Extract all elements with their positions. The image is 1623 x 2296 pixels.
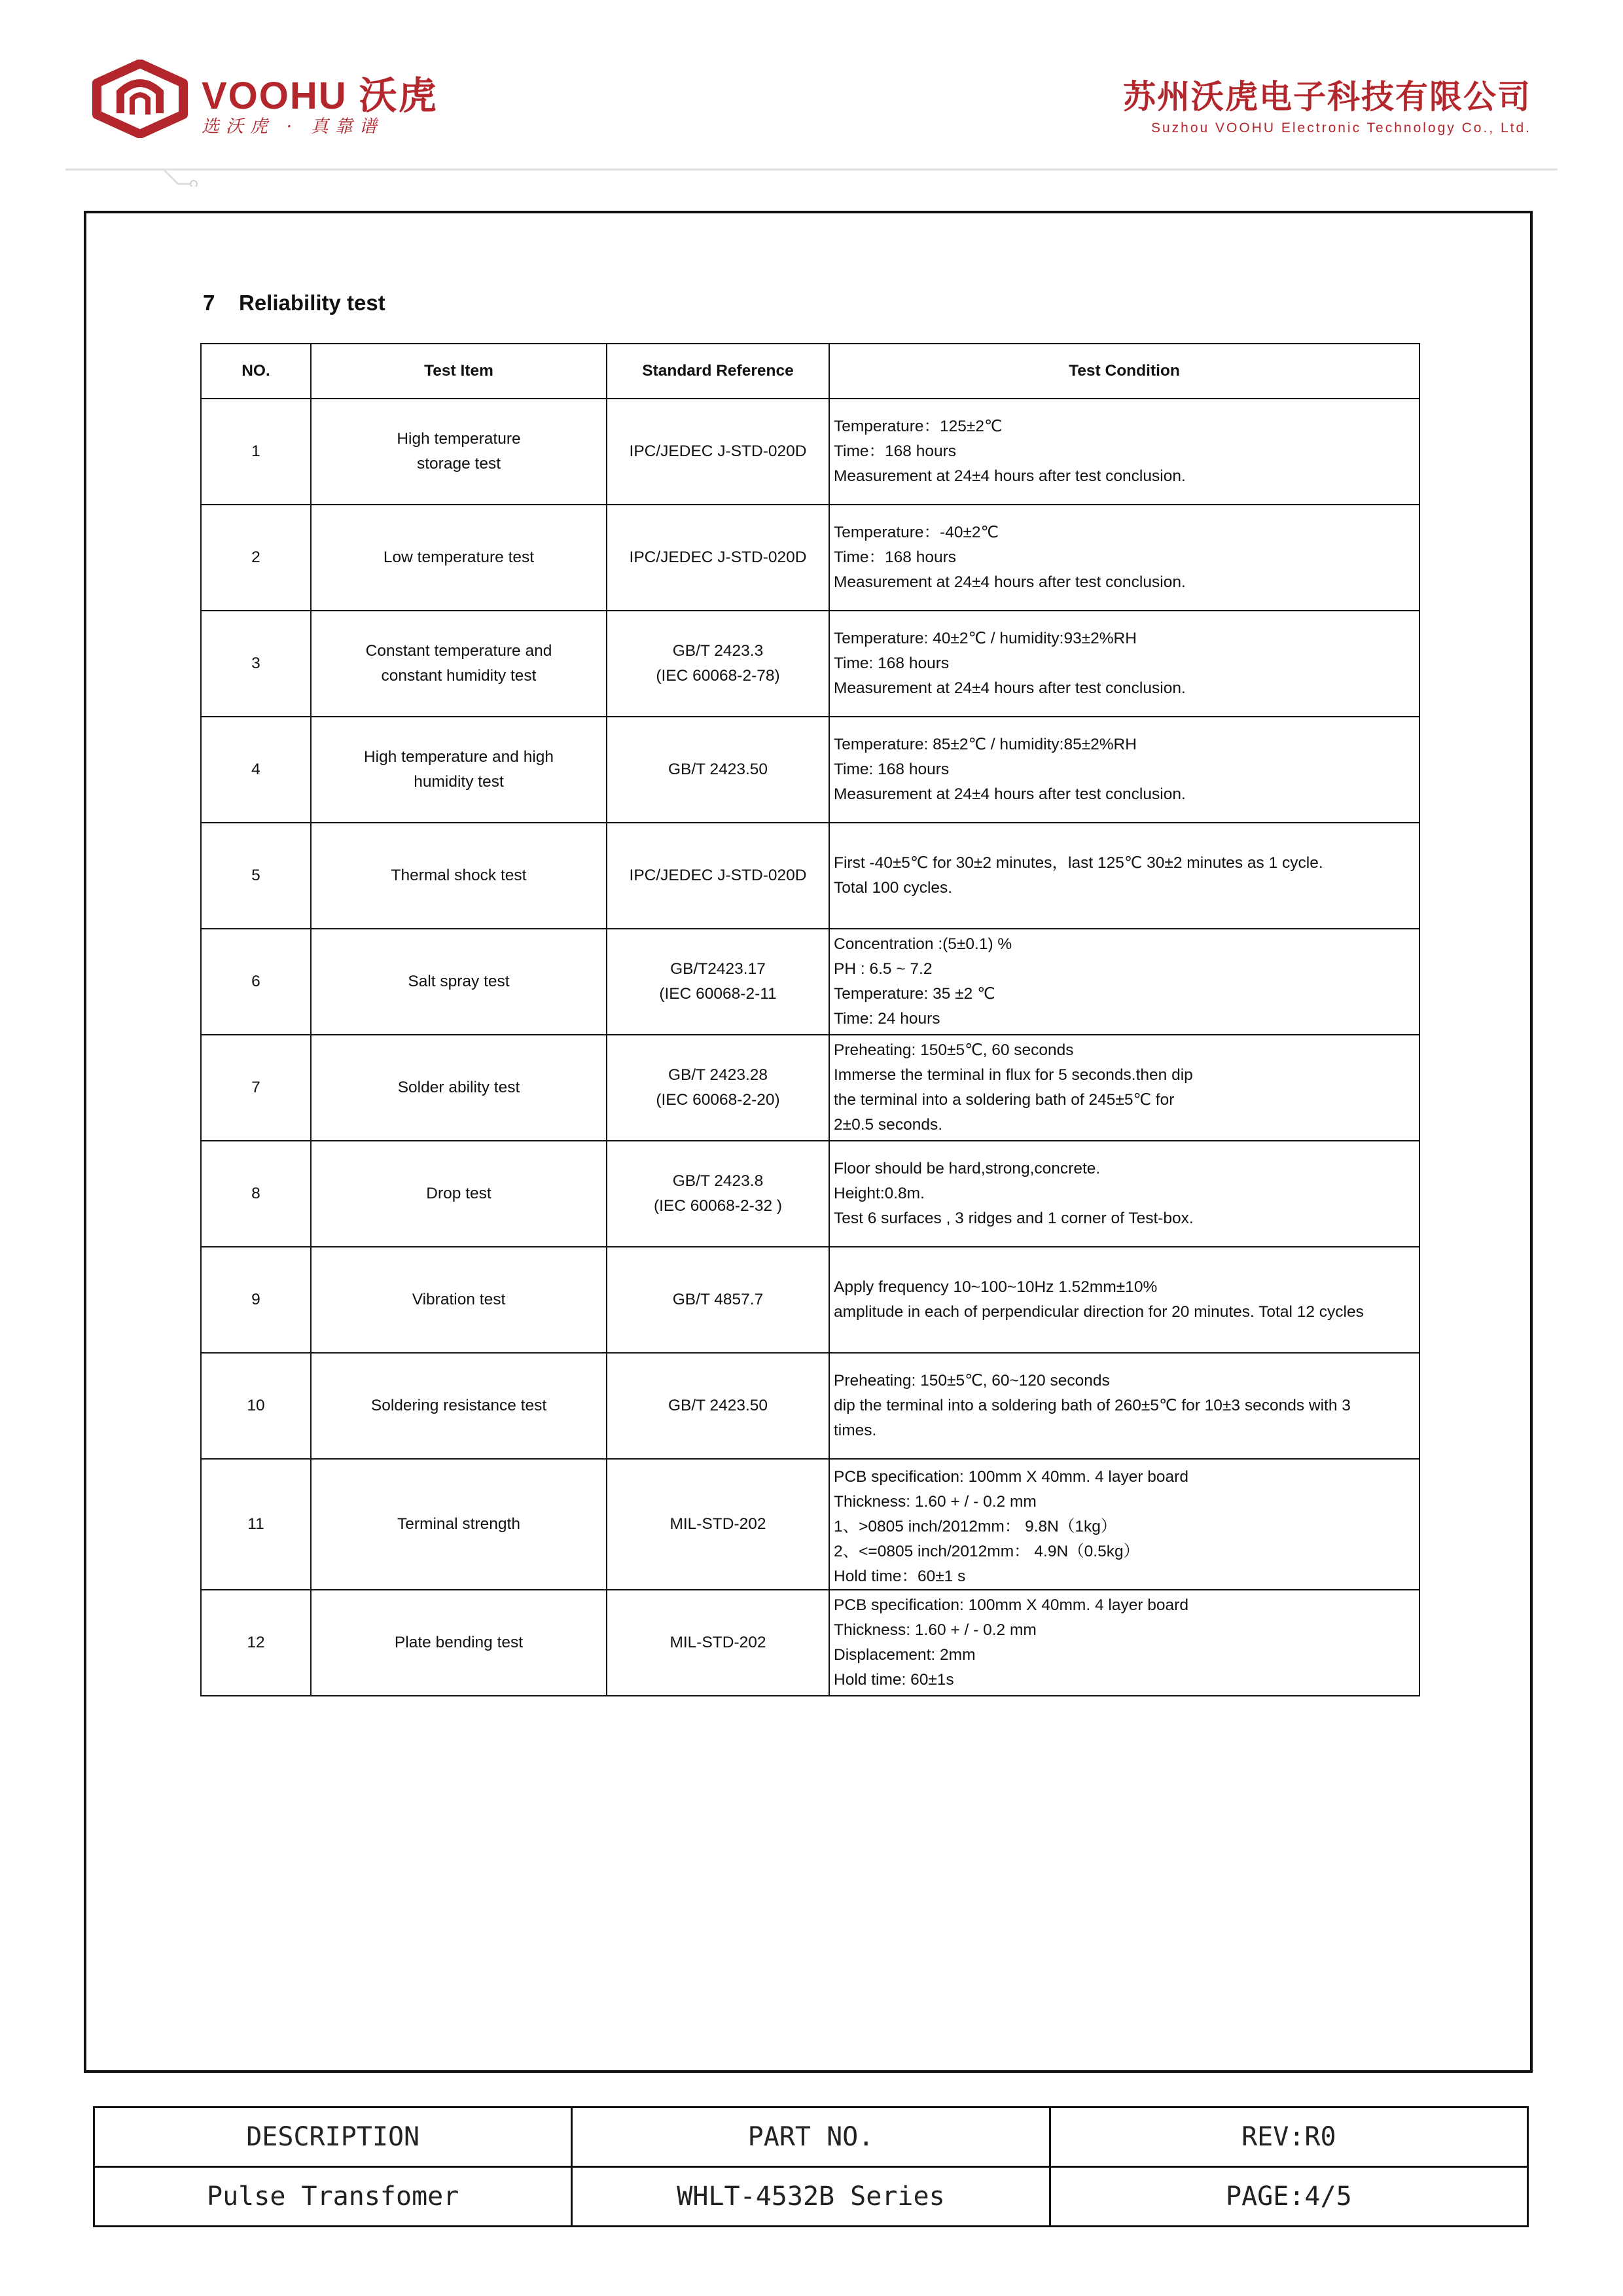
- cell-condition-line: Hold time: 60±1s: [834, 1671, 954, 1689]
- footer-part-no-label: PART NO.: [572, 2108, 1050, 2167]
- cell-condition-line: Total 100 cycles.: [834, 879, 953, 897]
- cell-test-item-line: Drop test: [426, 1185, 491, 1202]
- cell-standard: [607, 505, 829, 611]
- cell-no: 12: [201, 1590, 311, 1696]
- cell-condition-line: Measurement at 24±4 hours after test conclusion.: [834, 467, 1186, 485]
- company-logo: [92, 56, 438, 141]
- section-number: 7: [203, 291, 215, 315]
- table-row: [201, 1141, 1419, 1247]
- reliability-test-table: [200, 343, 1420, 1696]
- cell-standard: [607, 1141, 829, 1247]
- cell-no: 5: [201, 823, 311, 929]
- cell-test-item-line: Thermal shock test: [391, 867, 527, 884]
- cell-standard: [607, 823, 829, 929]
- cell-condition-line: PCB specification: 100mm X 40mm. 4 layer board: [834, 1596, 1188, 1614]
- cell-standard-line: GB/T 4857.7: [672, 1291, 764, 1308]
- cell-standard-line: (IEC 60068-2-32 ): [653, 1197, 783, 1215]
- table-row: [201, 717, 1419, 823]
- cell-no: 7: [201, 1035, 311, 1141]
- cell-standard-line: MIL-STD-202: [669, 1634, 766, 1651]
- cell-test-item: [311, 1459, 607, 1590]
- cell-condition-line: Preheating: 150±5℃, 60~120 seconds: [834, 1372, 1110, 1390]
- cell-condition-line: Hold time：60±1 s: [834, 1568, 966, 1585]
- cell-condition-line: Time: 24 hours: [834, 1010, 940, 1028]
- cell-condition: [829, 399, 1419, 505]
- cell-condition: [829, 1353, 1419, 1459]
- cell-standard-line: GB/T 2423.3: [672, 642, 764, 660]
- cell-standard: [607, 717, 829, 823]
- cell-standard: [607, 1590, 829, 1696]
- cell-test-item-line: storage test: [416, 455, 501, 473]
- cell-condition: [829, 717, 1419, 823]
- cell-no: 10: [201, 1353, 311, 1459]
- footer-revision: REV:R0: [1050, 2108, 1527, 2167]
- cell-condition-line: dip the terminal into a soldering bath of 260±5℃ for 10±3 seconds with 3: [834, 1397, 1351, 1414]
- table-row: [201, 1590, 1419, 1696]
- column-header-test-item: Test Item: [311, 344, 607, 399]
- cell-standard: [607, 1035, 829, 1141]
- cell-standard-line: (IEC 60068-2-78): [656, 667, 780, 685]
- cell-condition-line: Floor should be hard,strong,concrete.: [834, 1160, 1101, 1177]
- table-body: [201, 399, 1419, 1696]
- cell-condition-line: Preheating: 150±5℃, 60 seconds: [834, 1041, 1074, 1059]
- cell-test-item: [311, 1353, 607, 1459]
- table-row: [201, 611, 1419, 717]
- table-row: [201, 399, 1419, 505]
- cell-test-item: [311, 1141, 607, 1247]
- cell-condition-line: Temperature：-40±2℃: [834, 524, 999, 541]
- cell-condition-line: times.: [834, 1422, 877, 1439]
- column-header-standard: Standard Reference: [607, 344, 829, 399]
- cell-test-item: [311, 399, 607, 505]
- cell-test-item-line: Salt spray test: [408, 973, 510, 990]
- cell-condition-line: 1、>0805 inch/2012mm： 9.8N（1kg）: [834, 1518, 1117, 1535]
- cell-condition-line: the terminal into a soldering bath of 245±5℃ for: [834, 1091, 1175, 1109]
- cell-condition-line: First -40±5℃ for 30±2 minutes，last 125℃ 30±2 minutes as 1 cycle.: [834, 854, 1323, 872]
- company-block: [1123, 71, 1531, 136]
- footer-part-no: WHLT-4532B Series: [572, 2167, 1050, 2227]
- cell-standard: [607, 929, 829, 1035]
- cell-test-item-line: Constant temperature and: [365, 642, 552, 660]
- cell-standard-line: GB/T 2423.50: [668, 761, 768, 778]
- cell-condition-line: amplitude in each of perpendicular direction for 20 minutes. Total 12 cycles: [834, 1303, 1364, 1321]
- cell-condition-line: PCB specification: 100mm X 40mm. 4 layer board: [834, 1468, 1188, 1486]
- cell-standard-line: IPC/JEDEC J-STD-020D: [629, 867, 807, 884]
- column-header-condition: Test Condition: [829, 344, 1419, 399]
- cell-standard: [607, 1459, 829, 1590]
- company-name-cn: 苏州沃虎电子科技有限公司: [1123, 79, 1531, 115]
- cell-standard-line: (IEC 60068-2-11: [659, 985, 777, 1003]
- cell-test-item: [311, 611, 607, 717]
- cell-no: 1: [201, 399, 311, 505]
- cell-standard-line: IPC/JEDEC J-STD-020D: [629, 548, 807, 566]
- section-title: Reliability test: [239, 291, 385, 315]
- cell-standard: [607, 611, 829, 717]
- section-heading: [203, 291, 385, 315]
- cell-no: 2: [201, 505, 311, 611]
- brand-name: VOOHU 沃虎: [202, 75, 438, 117]
- cell-standard: [607, 1247, 829, 1353]
- cell-test-item: [311, 505, 607, 611]
- cell-standard: [607, 1353, 829, 1459]
- cell-test-item: [311, 929, 607, 1035]
- cell-condition-line: Time：168 hours: [834, 442, 957, 460]
- table-header-row: [201, 344, 1419, 399]
- cell-test-item-line: Solder ability test: [397, 1079, 520, 1096]
- cell-test-item: [311, 823, 607, 929]
- cell-test-item-line: Low temperature test: [383, 548, 535, 566]
- cell-test-item: [311, 717, 607, 823]
- cell-standard-line: IPC/JEDEC J-STD-020D: [629, 442, 807, 460]
- cell-test-item-line: Terminal strength: [397, 1515, 520, 1533]
- cell-no: 9: [201, 1247, 311, 1353]
- cell-standard-line: GB/T2423.17: [670, 960, 766, 978]
- cell-no: 4: [201, 717, 311, 823]
- cell-condition-line: Temperature: 35 ±2 ℃: [834, 985, 995, 1003]
- cell-test-item-line: Plate bending test: [394, 1634, 524, 1651]
- cell-test-item-line: Soldering resistance test: [370, 1397, 547, 1414]
- cell-condition-line: Immerse the terminal in flux for 5 seconds.then dip: [834, 1066, 1193, 1084]
- cell-condition: [829, 1247, 1419, 1353]
- footer-description: Pulse Transfomer: [94, 2167, 572, 2227]
- cell-no: 11: [201, 1459, 311, 1590]
- document-footer: [93, 2106, 1529, 2227]
- cell-test-item-line: humidity test: [414, 773, 504, 791]
- cell-condition-line: Time：168 hours: [834, 548, 957, 566]
- cell-condition-line: 2、<=0805 inch/2012mm： 4.9N（0.5kg）: [834, 1543, 1140, 1560]
- cell-condition-line: Thickness: 1.60 + / - 0.2 mm: [834, 1493, 1037, 1511]
- table-row: [201, 929, 1419, 1035]
- cell-condition: [829, 1035, 1419, 1141]
- cell-condition: [829, 505, 1419, 611]
- table-row: [201, 505, 1419, 611]
- cell-condition-line: PH : 6.5 ~ 7.2: [834, 960, 933, 978]
- cell-condition-line: Displacement: 2mm: [834, 1646, 976, 1664]
- cell-standard-line: (IEC 60068-2-20): [656, 1091, 780, 1109]
- cell-standard-line: GB/T 2423.28: [668, 1066, 768, 1084]
- cell-condition-line: Temperature: 85±2℃ / humidity:85±2%RH: [834, 736, 1137, 753]
- cell-standard-line: GB/T 2423.50: [668, 1397, 768, 1414]
- cell-condition-line: Temperature: 40±2℃ / humidity:93±2%RH: [834, 630, 1137, 647]
- cell-condition: [829, 929, 1419, 1035]
- cell-condition: [829, 1590, 1419, 1696]
- cell-condition: [829, 1459, 1419, 1590]
- cell-condition-line: Concentration :(5±0.1) %: [834, 935, 1012, 953]
- cell-condition-line: Thickness: 1.60 + / - 0.2 mm: [834, 1621, 1037, 1639]
- cell-test-item: [311, 1590, 607, 1696]
- brand-slogan: 选沃虎 · 真靠谱: [202, 117, 383, 137]
- cell-standard: [607, 399, 829, 505]
- cell-standard-line: GB/T 2423.8: [672, 1172, 764, 1190]
- cell-condition-line: Time: 168 hours: [834, 761, 950, 778]
- cell-condition-line: Measurement at 24±4 hours after test conclusion.: [834, 573, 1186, 591]
- cell-condition: [829, 823, 1419, 929]
- cell-condition-line: Apply frequency 10~100~10Hz 1.52mm±10%: [834, 1278, 1158, 1296]
- company-name-en: Suzhou VOOHU Electronic Technology Co., Ltd.: [1150, 120, 1531, 135]
- cell-condition-line: Measurement at 24±4 hours after test conclusion.: [834, 679, 1186, 697]
- header-divider: [65, 167, 1558, 187]
- cell-standard-line: MIL-STD-202: [669, 1515, 766, 1533]
- footer-page: PAGE:4/5: [1050, 2167, 1527, 2227]
- cell-condition-line: Time: 168 hours: [834, 655, 950, 672]
- column-header-no: NO.: [201, 344, 311, 399]
- table-row: [201, 1459, 1419, 1590]
- cell-test-item-line: High temperature and high: [363, 748, 554, 766]
- cell-condition-line: Temperature：125±2℃: [834, 418, 1003, 435]
- cell-no: 6: [201, 929, 311, 1035]
- cell-condition-line: Height:0.8m.: [834, 1185, 925, 1202]
- cell-test-item-line: Vibration test: [412, 1291, 506, 1308]
- cell-condition: [829, 611, 1419, 717]
- table-row: [201, 1247, 1419, 1353]
- cell-condition-line: Measurement at 24±4 hours after test conclusion.: [834, 785, 1186, 803]
- cell-condition-line: Test 6 surfaces , 3 ridges and 1 corner of Test-box.: [834, 1210, 1194, 1227]
- table-row: [201, 823, 1419, 929]
- table-row: [201, 1035, 1419, 1141]
- cell-condition: [829, 1141, 1419, 1247]
- cell-test-item: [311, 1247, 607, 1353]
- cell-no: 3: [201, 611, 311, 717]
- table-row: [201, 1353, 1419, 1459]
- cell-test-item-line: constant humidity test: [381, 667, 537, 685]
- cell-no: 8: [201, 1141, 311, 1247]
- cell-test-item: [311, 1035, 607, 1141]
- footer-description-label: DESCRIPTION: [94, 2108, 572, 2167]
- cell-test-item-line: High temperature: [397, 430, 521, 448]
- voohu-logo-icon: [92, 60, 188, 138]
- cell-condition-line: 2±0.5 seconds.: [834, 1116, 942, 1134]
